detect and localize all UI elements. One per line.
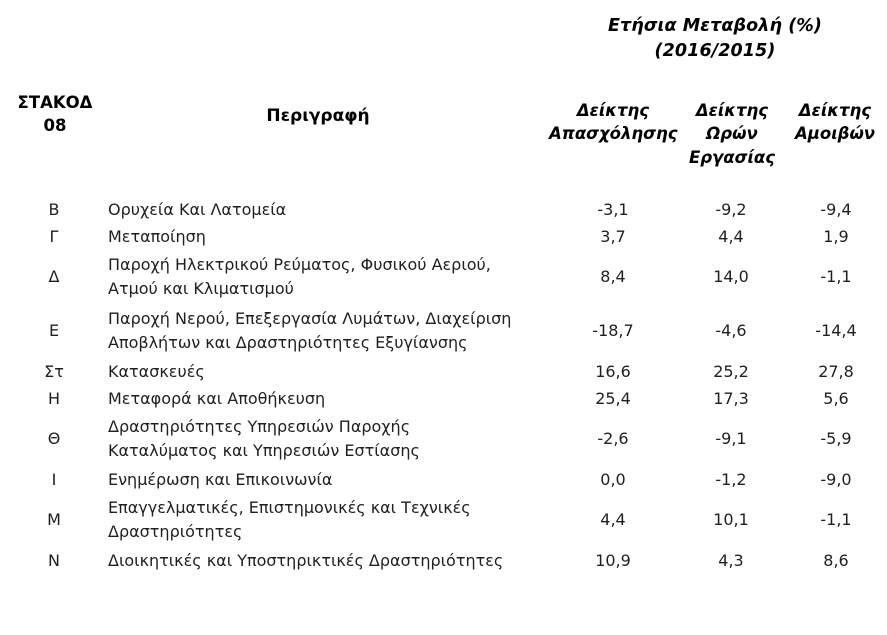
row-description-line1: Παροχή Νερού, Επεξεργασία Λυμάτων, Διαχείριση	[108, 309, 512, 329]
row-hours-index: 25,2	[713, 361, 749, 381]
row-description	[108, 196, 549, 223]
row-description	[108, 304, 549, 358]
row-description-line1: Κατασκευές	[108, 361, 205, 381]
row-code: Β	[48, 199, 60, 219]
header-employment-index-line1: Δείκτης	[576, 101, 650, 120]
header-stakod-code	[6, 91, 104, 138]
row-description	[108, 250, 549, 304]
row-employment-index: 16,6	[595, 361, 631, 381]
row-code: Η	[47, 388, 61, 408]
row-hours-index: 4,4	[718, 226, 744, 246]
row-wages-index: 5,6	[823, 388, 849, 408]
table-row	[0, 493, 887, 547]
row-description-line1: Ενημέρωση και Επικοινωνία	[108, 469, 333, 489]
row-hours-index: -1,2	[715, 469, 747, 489]
row-description	[108, 493, 549, 547]
header-hours-index	[683, 99, 781, 169]
row-description-line1: Μεταφορά και Αποθήκευση	[108, 388, 326, 408]
table-row	[0, 412, 887, 466]
header-hours-index-line1: Δείκτης	[695, 101, 769, 120]
table-row	[0, 358, 887, 385]
table-row	[0, 223, 887, 250]
row-employment-index: 10,9	[595, 550, 631, 570]
table-body	[0, 196, 887, 574]
row-employment-index: 8,4	[600, 267, 626, 287]
row-description-line1: Μεταποίηση	[108, 226, 206, 246]
table-row	[0, 196, 887, 223]
row-hours-index: 4,3	[718, 550, 744, 570]
row-employment-index: -18,7	[592, 321, 634, 341]
row-code: Γ	[49, 226, 59, 246]
row-wages-index: -9,4	[820, 199, 852, 219]
row-code: Δ	[48, 267, 60, 287]
annual-change-title	[545, 14, 885, 65]
row-description	[108, 412, 549, 466]
row-code: Μ	[47, 510, 61, 530]
row-employment-index: 4,4	[600, 510, 626, 530]
row-code: Ε	[48, 321, 60, 341]
table-row	[0, 547, 887, 574]
annual-change-title-line2: (2016/2015)	[654, 41, 776, 62]
row-description-line1: Διοικητικές και Υποστηρικτικές Δραστηριότητες	[108, 550, 504, 570]
row-employment-index: -2,6	[597, 429, 629, 449]
header-stakod-label: ΣΤΑΚΟΔ	[17, 93, 93, 112]
row-description-line1: Ορυχεία Και Λατομεία	[108, 199, 287, 219]
row-description	[108, 358, 549, 385]
header-stakod-version: 08	[43, 116, 67, 136]
row-hours-index: -4,6	[715, 321, 747, 341]
header-employment-index-line2: Απασχόλησης	[549, 124, 678, 144]
row-wages-index: 27,8	[818, 361, 854, 381]
row-employment-index: 25,4	[595, 388, 631, 408]
row-wages-index: 1,9	[823, 226, 849, 246]
header-hours-index-line2: Ωρών	[706, 124, 758, 144]
row-description	[108, 547, 549, 574]
table-header	[0, 84, 887, 180]
header-wages-index-line1: Δείκτης	[798, 101, 872, 120]
row-description-line2: Ατμού και Κλιματισμού	[108, 279, 294, 298]
row-description-line2: Αποβλήτων και Δραστηριότητες Εξυγίανσης	[108, 333, 468, 352]
row-employment-index: 3,7	[600, 226, 626, 246]
header-wages-index	[786, 99, 884, 146]
row-description-line2: Καταλύματος και Υπηρεσιών Εστίασης	[108, 441, 420, 460]
statistics-table	[0, 196, 887, 574]
row-wages-index: -5,9	[820, 429, 852, 449]
annual-change-title-line1: Ετήσια Μεταβολή (%)	[607, 16, 823, 36]
row-description-line1: Επαγγελματικές, Επιστημονικές και Τεχνικές	[108, 498, 471, 518]
row-description-line1: Παροχή Ηλεκτρικού Ρεύματος, Φυσικού Αεριού,	[108, 255, 491, 275]
table-row	[0, 385, 887, 412]
row-hours-index: 10,1	[713, 510, 749, 530]
header-description: Περιγραφή	[266, 106, 370, 126]
row-wages-index: -9,0	[820, 469, 852, 489]
row-wages-index: 8,6	[823, 550, 849, 570]
row-hours-index: -9,2	[715, 199, 747, 219]
row-employment-index: 0,0	[600, 469, 626, 489]
row-wages-index: -1,1	[820, 267, 852, 287]
header-wages-index-line2: Αμοιβών	[794, 124, 876, 144]
row-employment-index: -3,1	[597, 199, 629, 219]
row-description	[108, 223, 549, 250]
row-wages-index: -14,4	[815, 321, 857, 341]
row-description-line1: Δραστηριότητες Υπηρεσιών Παροχής	[108, 417, 411, 437]
row-description	[108, 385, 549, 412]
row-hours-index: -9,1	[715, 429, 747, 449]
header-hours-index-line3: Εργασίας	[688, 147, 776, 167]
row-description-line2: Δραστηριότητες	[108, 522, 243, 541]
row-code: Ι	[51, 469, 57, 489]
table-row	[0, 304, 887, 358]
row-description	[108, 466, 549, 493]
row-code: Θ	[47, 429, 61, 449]
row-hours-index: 14,0	[713, 267, 749, 287]
header-employment-index	[549, 99, 677, 146]
table-row	[0, 250, 887, 304]
row-wages-index: -1,1	[820, 510, 852, 530]
row-hours-index: 17,3	[713, 388, 749, 408]
row-code: Ν	[48, 550, 60, 570]
row-code: Στ	[44, 361, 64, 381]
table-row	[0, 466, 887, 493]
